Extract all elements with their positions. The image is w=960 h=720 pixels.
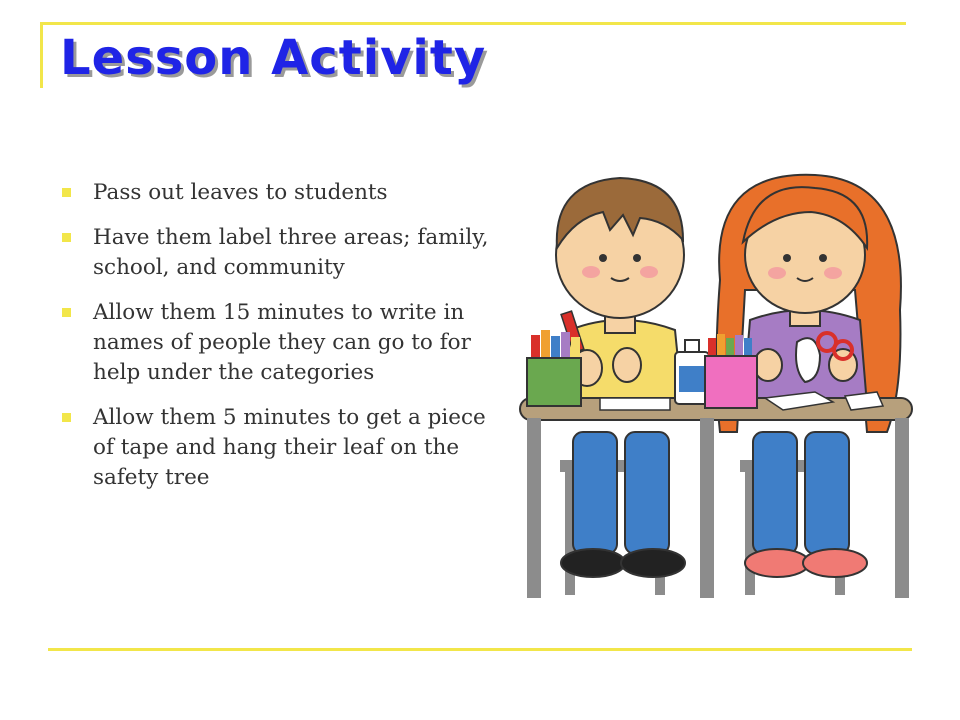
bullet-square-icon: [62, 188, 71, 197]
bullet-text: Allow them 5 minutes to get a piece of tape and hang their leaf on the safety tree: [93, 405, 486, 490]
bullet-item: [62, 178, 510, 208]
bullet-item: [62, 403, 510, 493]
kids-crafting-illustration: [515, 170, 915, 600]
bullet-item: [62, 223, 510, 283]
top-accent-rule: [40, 22, 906, 25]
bullet-text: Allow them 15 minutes to write in names of people they can go to for help under the categories: [93, 300, 471, 385]
bullet-item: [62, 298, 510, 388]
slide-title: Lesson Activity: [60, 30, 487, 86]
bullet-list: [62, 178, 510, 508]
paper-sheet: [600, 398, 670, 410]
crayon-cup-pink: [705, 334, 757, 408]
bottom-accent-rule: [48, 648, 912, 651]
bullet-square-icon: [62, 308, 71, 317]
bullet-text: Have them label three areas; family, school, and community: [93, 225, 489, 280]
glue-bottle: [675, 340, 709, 404]
bullet-square-icon: [62, 413, 71, 422]
crayon-cup-green: [527, 330, 581, 406]
bullet-square-icon: [62, 233, 71, 242]
paper-scrap: [845, 392, 883, 410]
bullet-text: Pass out leaves to students: [93, 180, 388, 205]
left-accent-rule: [40, 22, 43, 88]
